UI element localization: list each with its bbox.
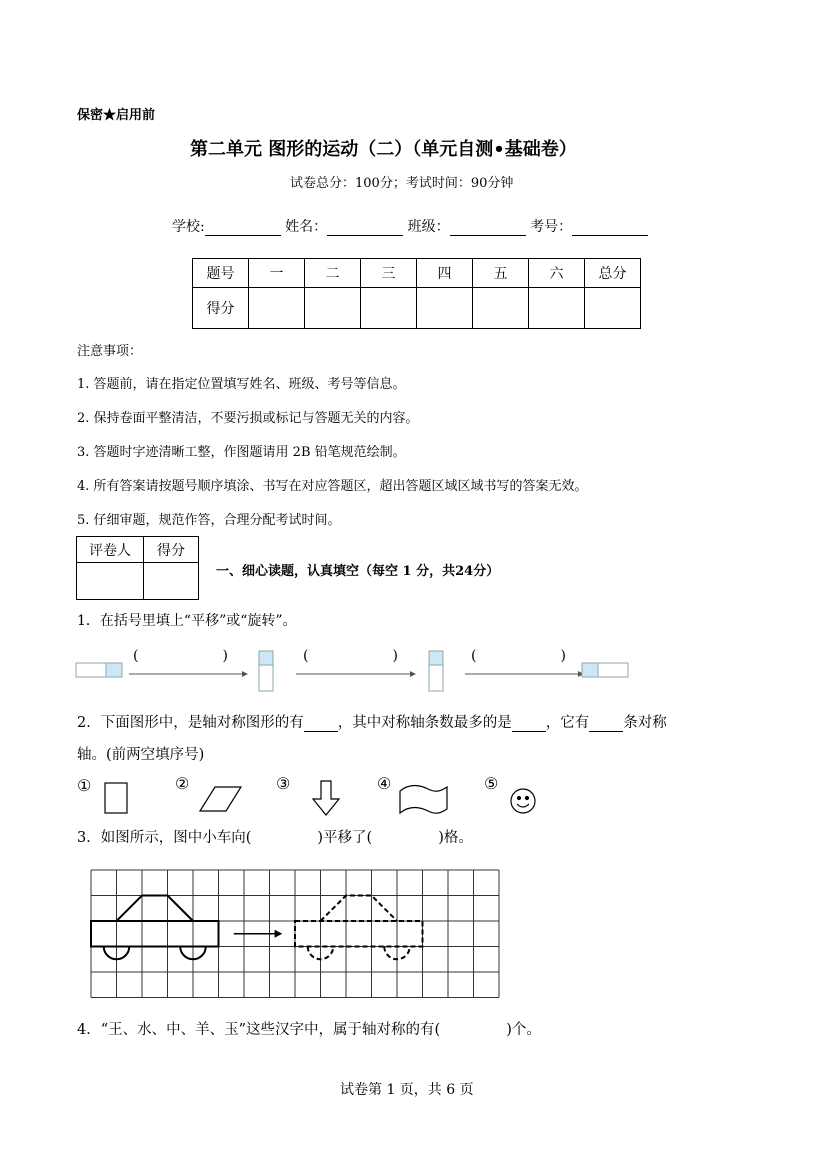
note-item: 3. 答题时字迹清晰工整，作图题请用 2B 铅笔规范绘制。 [77,445,406,460]
header-cell: 二 [305,259,361,288]
header-cell: 四 [417,259,473,288]
answer-blank[interactable] [304,731,338,732]
score-cell[interactable] [585,288,641,329]
parallelogram-shape [200,787,241,811]
row-label: 得分 [193,288,249,329]
note-item: 1. 答题前，请在指定位置填写姓名、班级、考号等信息。 [77,377,406,392]
blank-paren[interactable]: ( ) [471,648,566,664]
flag-shape [400,786,447,814]
number-field[interactable] [572,235,648,236]
score-cell[interactable] [473,288,529,329]
score-table [192,258,641,329]
label-4: ④ [377,774,392,793]
subtitle: 试卷总分：100分；考试时间：90分钟 [290,176,514,191]
rect-horizontal-end [582,663,628,677]
name-label: 姓名： [285,219,328,235]
page-footer: 试卷第 1 页，共 6 页 [340,1082,474,1098]
section-title: 一、细心读题，认真填空（每空 1 分，共24分） [216,564,500,579]
label-1: ① [77,776,92,795]
page-title: 第二单元 图形的运动（二）（单元自测•基础卷） [190,139,577,160]
header-cell: 五 [473,259,529,288]
question-4: 4．“王、水、中、羊、玉”这些汉字中，属于轴对称的有( )个。 [77,1022,541,1038]
header-cell: 一 [249,259,305,288]
score-cell[interactable] [529,288,585,329]
question-2: 2．下面图形中，是轴对称图形的有 ，其中对称轴条数最多的是 ，它有 条对称 [77,715,667,731]
arrow-head [242,671,248,677]
rect-horizontal-start [76,663,122,677]
blank-paren[interactable]: ( ) [133,648,228,664]
smiley-shape [511,789,535,813]
header-cell: 三 [361,259,417,288]
grader-score-cell[interactable] [144,563,199,600]
square-shape [105,783,127,813]
header-cell: 六 [529,259,585,288]
note-item: 4. 所有答案请按题号顺序填涂、书写在对应答题区，超出答题区域区域书写的答案无效。 [77,479,588,494]
notes-title: 注意事项： [77,344,143,359]
header-cell: 总分 [585,259,641,288]
number-label: 考号： [530,219,573,235]
info-line [172,216,648,236]
question-3: 3．如图所示，图中小车向( )平移了( )格。 [77,830,473,846]
grader-box [76,536,199,600]
class-field[interactable] [450,235,526,236]
rect-vertical [429,651,443,691]
label-2: ② [175,774,190,793]
arrow-head-icon [275,930,283,938]
arrow-down-shape [313,781,339,815]
score-cell[interactable] [361,288,417,329]
answer-blank[interactable] [512,731,546,732]
secret-label: 保密★启用前 [77,108,156,123]
answer-blank[interactable] [589,731,623,732]
label-3: ③ [276,774,291,793]
question-1: 1．在括号里填上“平移”或“旋转”。 [77,613,297,629]
class-label: 班级： [407,219,450,235]
school-field[interactable] [205,235,281,236]
q2-figures [95,775,555,820]
note-item: 2. 保持卷面平整清洁，不要污损或标记与答题无关的内容。 [77,411,419,426]
car-grid-figure [90,869,500,999]
question-2-line2: 轴。(前两空填序号) [77,747,205,763]
header-cell: 题号 [193,259,249,288]
grader-score-label: 得分 [144,537,199,563]
grader-label: 评卷人 [77,537,144,563]
note-item: 5. 仔细审题，规范作答，合理分配考试时间。 [77,513,341,528]
score-cell[interactable] [305,288,361,329]
label-5: ⑤ [484,774,499,793]
score-cell[interactable] [417,288,473,329]
school-label: 学校: [172,219,205,235]
rect-vertical [259,651,273,691]
name-field[interactable] [327,235,403,236]
car-original-body [91,896,219,947]
grader-cell[interactable] [77,563,144,600]
score-cell[interactable] [249,288,305,329]
blank-paren[interactable]: ( ) [303,648,398,664]
